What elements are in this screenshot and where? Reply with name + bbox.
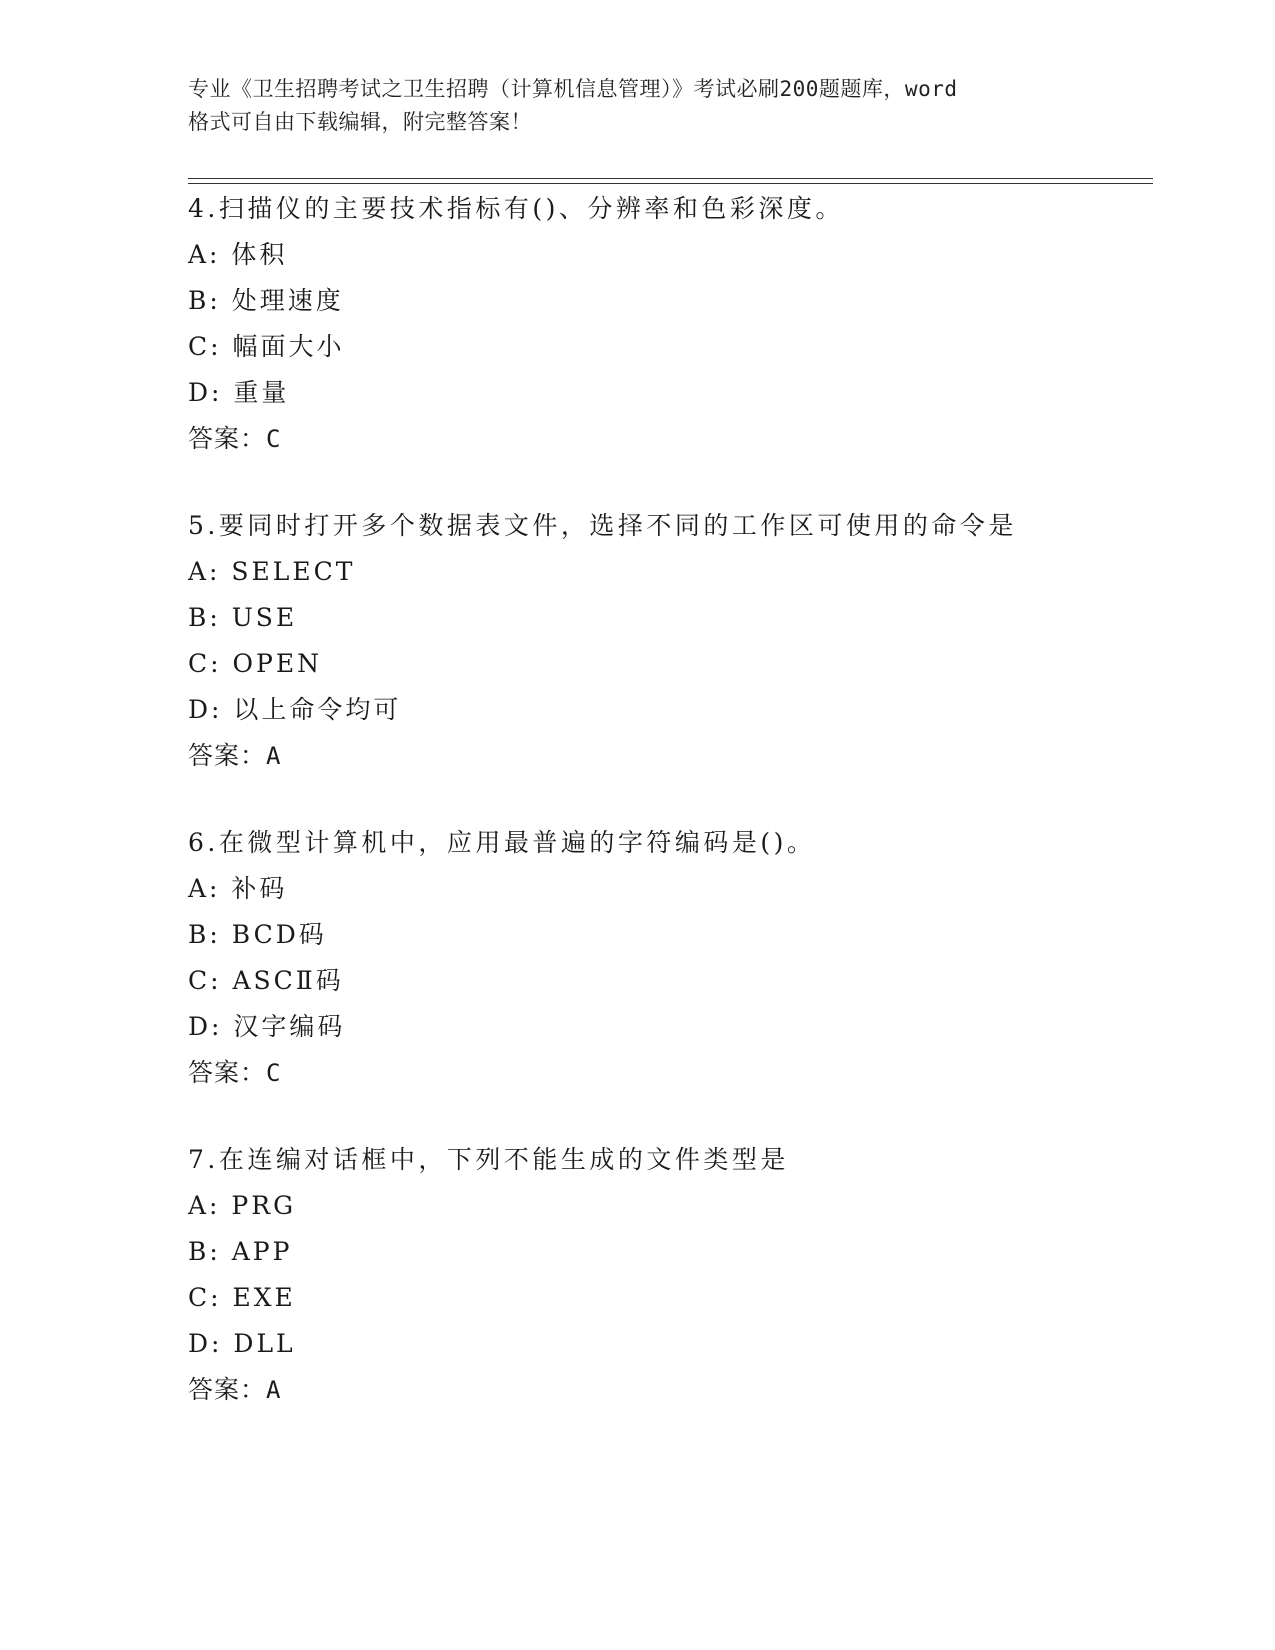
header-divider-bottom	[188, 183, 1153, 184]
question-block	[188, 503, 1148, 779]
question-option-c: C: OPEN	[188, 649, 322, 678]
question-option-c: C: ASCⅡ码	[188, 966, 344, 995]
answer-label: 答案：	[188, 424, 267, 453]
question-option-d: D: 以上命令均可	[188, 695, 402, 724]
question-title: 4.扫描仪的主要技术指标有()、分辨率和色彩深度。	[188, 194, 844, 223]
answer-label: 答案：	[188, 741, 267, 770]
question-option-b: B: APP	[188, 1237, 293, 1266]
question-block	[188, 186, 1148, 462]
question-option-a: A: 体积	[188, 240, 288, 269]
question-option-b: B: 处理速度	[188, 286, 344, 315]
question-option-c: C: EXE	[188, 1283, 296, 1312]
answer-label: 答案：	[188, 1058, 267, 1087]
question-option-a: A: 补码	[188, 874, 288, 903]
header-line-2: 格式可自由下载编辑，附完整答案！	[188, 110, 532, 134]
question-option-d: D: DLL	[188, 1329, 296, 1358]
question-block	[188, 1137, 1148, 1413]
question-option-b: B: USE	[188, 603, 298, 632]
answer-value: A	[266, 1376, 282, 1404]
header-divider-top	[188, 178, 1153, 179]
question-option-a: A: SELECT	[188, 557, 356, 586]
question-title: 6.在微型计算机中，应用最普遍的字符编码是()。	[188, 828, 816, 857]
question-title: 5.要同时打开多个数据表文件，选择不同的工作区可使用的命令是	[188, 511, 1017, 540]
question-block	[188, 820, 1148, 1096]
question-answer	[188, 1050, 1148, 1096]
question-option-b: B: BCD码	[188, 920, 327, 949]
answer-label: 答案：	[188, 1375, 267, 1404]
question-answer	[188, 416, 1148, 462]
header-line-1: 专业《卫生招聘考试之卫生招聘（计算机信息管理）》考试必刷200题题库，word	[188, 77, 958, 101]
question-title: 7.在连编对话框中，下列不能生成的文件类型是	[188, 1145, 789, 1174]
question-option-c: C: 幅面大小	[188, 332, 345, 361]
answer-value: A	[266, 742, 282, 770]
question-option-d: D: 汉字编码	[188, 1012, 346, 1041]
question-option-d: D: 重量	[188, 378, 290, 407]
question-option-a: A: PRG	[188, 1191, 297, 1220]
question-answer	[188, 733, 1148, 779]
question-answer	[188, 1367, 1148, 1413]
document-header	[188, 73, 1088, 139]
answer-value: C	[266, 1059, 282, 1087]
answer-value: C	[266, 425, 282, 453]
